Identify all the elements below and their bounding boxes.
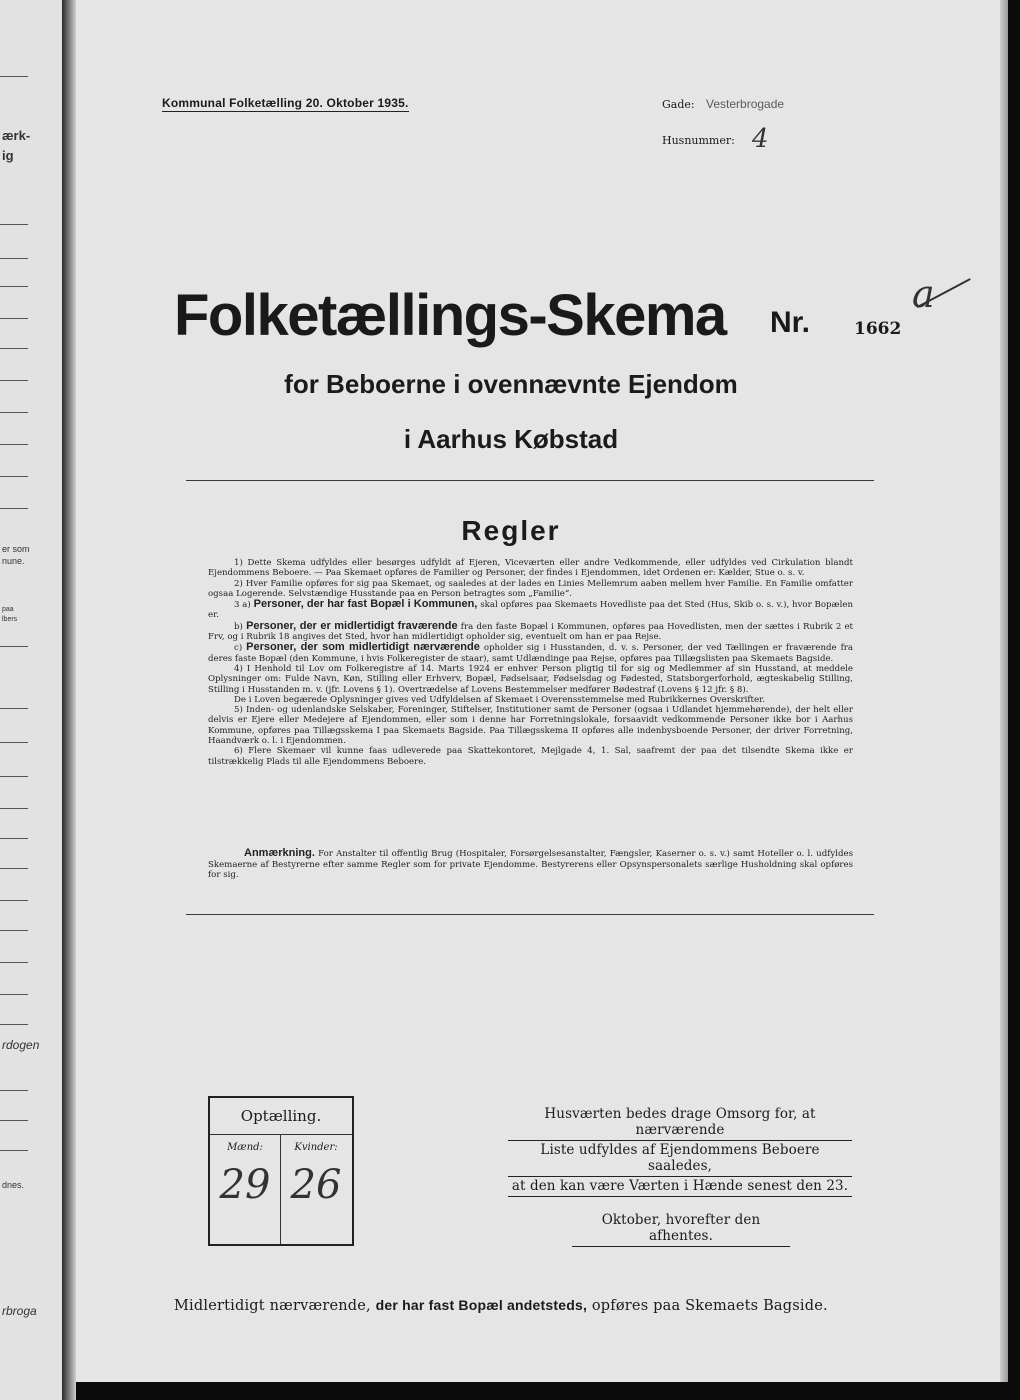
landlord-notice-line: Liste udfyldes af Ejendommens Beboere saaledes, xyxy=(508,1142,852,1177)
rule-highlight: Personer, der som midlertidigt nærværende xyxy=(246,641,480,654)
ruled-line xyxy=(0,380,28,381)
ruled-line xyxy=(0,646,28,647)
ruled-line xyxy=(0,348,28,349)
ruled-line xyxy=(0,838,28,839)
adjacent-page-fragment: ig xyxy=(2,148,14,163)
ruled-line xyxy=(0,476,28,477)
adjacent-page-fragment: dnes. xyxy=(2,1180,25,1190)
adjacent-page-fragment: lbers xyxy=(2,616,18,623)
rule-paragraph xyxy=(208,642,853,664)
footer-part: opføres paa Skemaets Bagside. xyxy=(587,1298,828,1314)
street-value: Vesterbrogade xyxy=(706,97,785,111)
street-label: Gade: xyxy=(662,98,695,111)
census-form-page xyxy=(76,0,1006,1382)
subtitle-line-1: for Beboerne i ovennævnte Ejendom xyxy=(284,369,738,399)
ruled-line xyxy=(0,776,28,777)
rule-number: 3 a) xyxy=(234,600,251,611)
rule-highlight: Personer, der er midlertidigt fraværende xyxy=(246,619,458,632)
landlord-notice-line: Husværten bedes drage Omsorg for, at nærværende xyxy=(508,1106,852,1141)
ruled-line xyxy=(0,930,28,931)
rule-paragraph: De i Loven begærede Oplysninger gives ved Udfyldelsen af Skemaet i Overensstemmelse med Rubrikkernes Overskrifter. xyxy=(234,694,765,705)
rule-paragraph: 4) I Henhold til Lov om Folkeregistre af 14. Marts 1924 er enhver Person pligtig til for sig og Medlemmer af sin Husstand, at meddele Oplysninger om: Fulde Navn, Køn, Stilling eller Erhverv, Bopæl, Fødselsaar, Fødselsdag og Fødested, Statsborgerforhold, ægteskabelig Stilling, Stilling i Husstanden m. v. (jfr. Lovens § 1). Overtrædelse af Lovens Bestemmelser medfører Bødestraf (Lovens § 12 jfr. § 8). xyxy=(208,663,853,695)
rules-text xyxy=(208,558,853,767)
ruled-line xyxy=(0,962,28,963)
ruled-line xyxy=(0,900,28,901)
rule-highlight: Personer, der har fast Bopæl i Kommunen, xyxy=(253,598,478,611)
divider xyxy=(186,914,874,915)
page-title: Folketællings-Skema xyxy=(174,283,726,348)
landlord-notice-line: at den kan være Værten i Hænde senest den 23. xyxy=(508,1178,852,1197)
rules-heading: Regler xyxy=(461,515,561,546)
house-number-label: Husnummer: xyxy=(662,134,735,147)
adjacent-page-fragment: ærk- xyxy=(2,128,31,143)
remark-label: Anmærkning. xyxy=(244,847,315,859)
tally-box xyxy=(208,1096,354,1246)
subtitle-line-2: i Aarhus Købstad xyxy=(403,424,619,454)
ruled-line xyxy=(0,258,28,259)
form-number: 1662 xyxy=(854,319,902,339)
ruled-line xyxy=(0,224,28,225)
ruled-line xyxy=(0,808,28,809)
adjacent-page-fragment: paa xyxy=(2,606,14,613)
rule-text: opholder sig i Husstanden, d. v. s. Personer, der ved Tællingen er fraværende fra deres faste Bopæl (den Kommune, i hvis Folkeregister de staar), samt Udlændinge paa Rejse, opføres paa Tillægslisten paa Skemaets Bagside. xyxy=(208,643,853,664)
remark xyxy=(208,848,853,881)
rule-number: b) xyxy=(234,621,243,632)
ruled-line xyxy=(0,508,28,509)
book-spine xyxy=(62,0,76,1400)
tally-women-label: Kvinder: xyxy=(294,1142,338,1153)
tally-title: Optælling. xyxy=(210,1098,352,1135)
ruled-line xyxy=(0,742,28,743)
ruled-line xyxy=(0,994,28,995)
ruled-line xyxy=(0,412,28,413)
ruled-line xyxy=(0,1120,28,1121)
rule-paragraph: 6) Flere Skemaer vil kunne faas udleverede paa Skattekontoret, Mejlgade 4, 1. Sal, saafremt der paa det tilsendte Skema ikke er tilstrækkelig Plads til alle Ejendommens Beboere. xyxy=(208,746,853,767)
ruled-line xyxy=(0,868,28,869)
footer-note xyxy=(174,1297,874,1314)
footer-bold: der har fast Bopæl andetsteds, xyxy=(375,1297,588,1313)
rule-number: c) xyxy=(234,643,243,654)
tally-men-value: 29 xyxy=(219,1162,271,1208)
adjacent-page-fragment: er som xyxy=(2,544,30,554)
ruled-line xyxy=(0,76,28,77)
remark-text: For Anstalter til offentlig Brug (Hospitaler, Forsørgelsesanstalter, Fængsler, Kaserner o. s. v.) samt Hoteller o. l. udfyldes Skemaerne af Bestyrerne efter samme Regler som for private Ejendomme. Bestyrerens eller Opsynspersonalets særlige Husholdning skal opføres for sig. xyxy=(208,849,853,881)
ruled-line xyxy=(0,286,28,287)
ruled-line xyxy=(0,318,28,319)
divider xyxy=(186,480,874,481)
rule-text: fra den faste Bopæl i Kommunen, opføres paa Hovedlisten, men der sættes i Rubrik 2 et Frv, og i Rubrik 18 angives det Sted, hvor han midlertidigt opholder sig, eventuelt om han er paa Rejse. xyxy=(208,621,854,643)
landlord-notice-line: Oktober, hvorefter den afhentes. xyxy=(572,1212,790,1247)
tally-women-value: 26 xyxy=(290,1162,342,1208)
ruled-line xyxy=(0,708,28,709)
adjacent-page-strip xyxy=(0,0,62,1400)
rule-paragraph: 1) Dette Skema udfyldes eller besørges udfyldt af Ejeren, Viceværten eller andre Vedkommende, eller udfyldes ved Cirkulation blandt Ejendommens Beboere. — Paa Skemaet opføres de Familier og Personer, der findes i Ejendommen, idet Ordenen er: Kælder, Stue o. s. v. xyxy=(208,558,853,579)
tally-men-label: Mænd: xyxy=(227,1142,263,1153)
handwritten-suffix: a xyxy=(912,272,935,316)
footer-part: Midlertidigt nærværende, xyxy=(174,1298,376,1314)
title-nr-label: Nr. xyxy=(770,306,811,339)
adjacent-page-fragment: rbroga xyxy=(2,1304,37,1318)
rule-paragraph xyxy=(208,621,853,643)
rule-paragraph: 2) Hver Familie opføres for sig paa Skemaet, og saaledes at der lades en Linies Mellemrum aaben mellem hver Familie. En Familie omfatter ogsaa Logerende. Selvstændige Husstande paa en Person betragtes som „Familie“. xyxy=(208,578,853,599)
house-number-value: 4 xyxy=(752,124,769,154)
ruled-line xyxy=(0,1024,28,1025)
adjacent-page-fragment: rdogen xyxy=(2,1038,40,1052)
page-edge xyxy=(1000,0,1008,1382)
ruled-line xyxy=(0,1090,28,1091)
ruled-line xyxy=(0,444,28,445)
rule-paragraph xyxy=(208,599,853,621)
ruled-line xyxy=(0,1150,28,1151)
census-label: Kommunal Folketælling 20. Oktober 1935. xyxy=(162,96,409,110)
rule-paragraph: 5) Inden- og udenlandske Selskaber, Foreninger, Stiftelser, Institutioner samt de Personer (ogsaa i Udlandet hjemmehørende), der helt eller delvis er Ejere eller Medejere af Ejendommen, eller som i denne har Forretningslokale, forsaavidt vedkommende Personer ikke bor i Aarhus Kommune, opføres paa Tillægsskema I paa Skemaets Bagside. Paa Tillægsskema II opføres alle indenbysboende Personer, der driver Forretning, Haandværk o. l. i Ejendommen. xyxy=(208,705,853,747)
rule-text: skal opføres paa Skemaets Hovedliste paa det Sted (Hus, Skib o. s. v.), hvor Bopælen er. xyxy=(208,600,853,621)
adjacent-page-fragment: nune. xyxy=(2,556,25,566)
